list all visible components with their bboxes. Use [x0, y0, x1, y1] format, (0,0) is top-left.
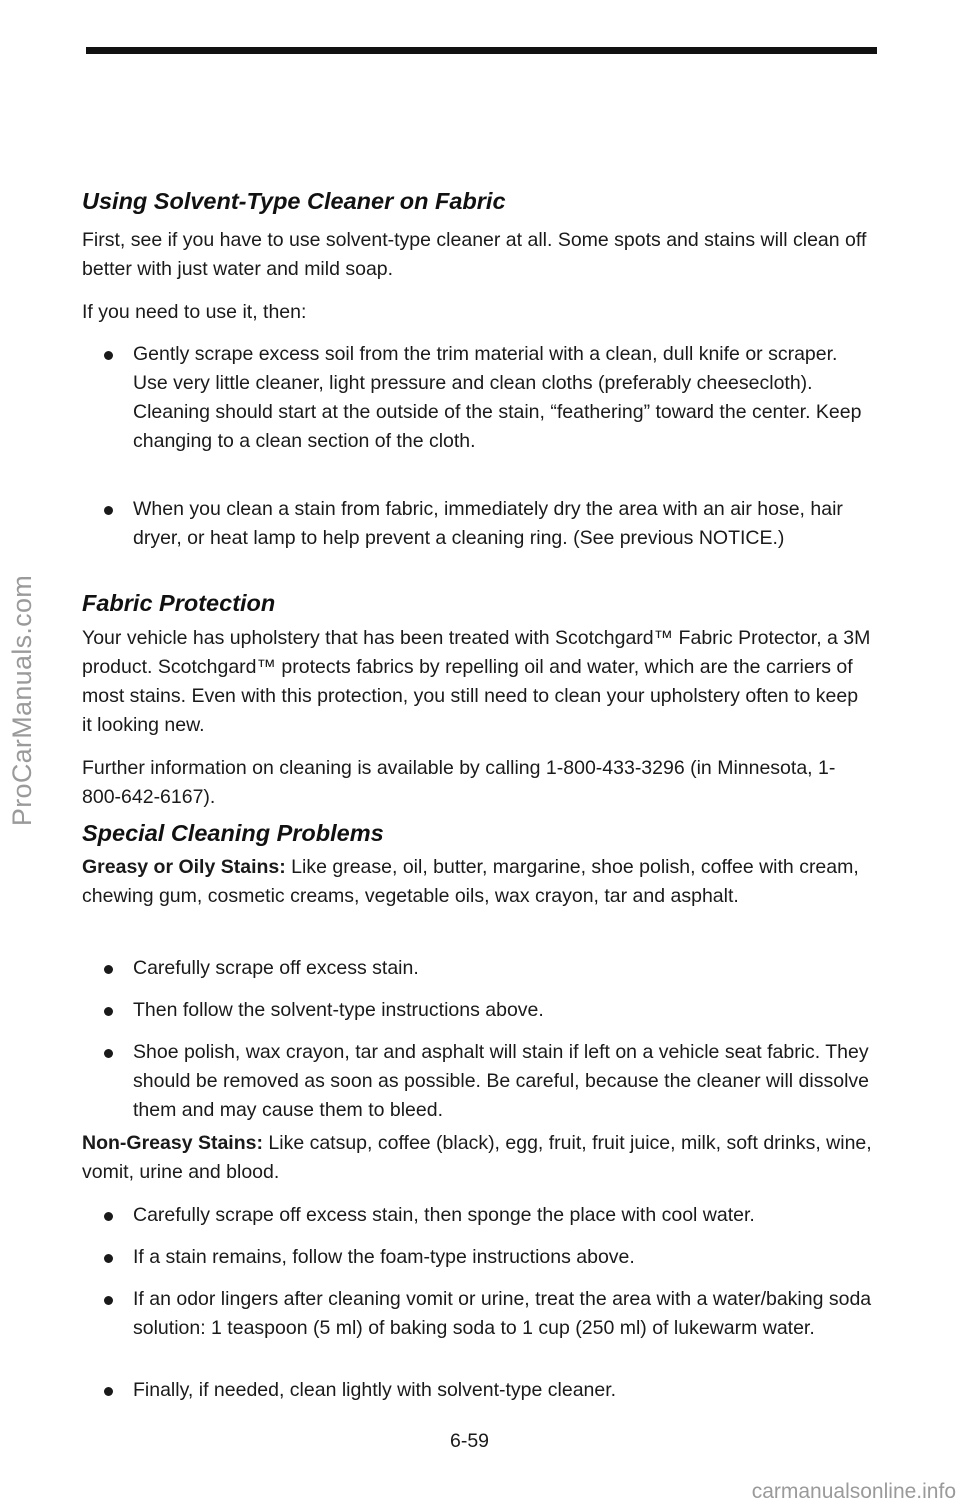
greasy-stains-text: Like grease, oil, butter, margarine, shoe polish, coffee with cream, chewing gum, cosmetic creams, vegetable oils, wax crayon, tar and asphalt. — [82, 856, 859, 907]
greasy-bullet-1: Carefully scrape off excess stain. — [133, 957, 419, 979]
bullet-dot-icon — [104, 1387, 113, 1396]
bullet-dot-icon — [104, 1212, 113, 1221]
bullet-dot-icon — [104, 1254, 113, 1263]
list-item — [133, 1376, 873, 1405]
list-item — [133, 1285, 873, 1343]
footer-watermark: carmanualsonline.info — [751, 1480, 956, 1503]
list-item — [133, 996, 873, 1025]
nongreasy-stains-para — [82, 1129, 872, 1187]
list-item — [133, 340, 873, 456]
bullet-dot-icon — [104, 1007, 113, 1016]
bullet-dot-icon — [104, 506, 113, 515]
bullet-dot-icon — [104, 1049, 113, 1058]
list-item — [133, 1243, 873, 1272]
special-section-title: Special Cleaning Problems — [82, 820, 384, 846]
solvent-bullet-1: Gently scrape excess soil from the trim material with a clean, dull knife or scraper. Use very little cleaner, light pressure and clean cloths (preferably cheesecloth). Cleaning should start at the outside of the stain, “feathering” toward the center. Keep changing to a clean section of the cloth. — [133, 343, 862, 452]
list-item — [133, 495, 873, 553]
side-watermark — [8, 380, 38, 1020]
nongreasy-bullet-4: Finally, if needed, clean lightly with solvent-type cleaner. — [133, 1379, 617, 1401]
page-number: 6-59 — [450, 1430, 490, 1452]
protection-para-2: Further information on cleaning is available by calling 1-800-433-3296 (in Minnesota, 1-800-642-6167). — [82, 757, 836, 808]
bullet-dot-icon — [104, 965, 113, 974]
solvent-section-title: Using Solvent-Type Cleaner on Fabric — [82, 188, 506, 214]
protection-para-1: Your vehicle has upholstery that has been treated with Scotchgard™ Fabric Protector, a 3M product. Scotchgard™ protects fabrics by repelling oil and water, which are the carriers of most stains. Even with this protection, you still need to clean your upholstery often to keep it looking new. — [82, 627, 871, 736]
greasy-bullet-2: Then follow the solvent-type instructions above. — [133, 999, 544, 1021]
solvent-bullet-2: When you clean a stain from fabric, immediately dry the area with an air hose, hair dryer, or heat lamp to help prevent a cleaning ring. (See previous NOTICE.) — [133, 498, 843, 549]
greasy-stains-label: Greasy or Oily Stains: — [82, 856, 286, 878]
list-item — [133, 1201, 873, 1230]
bullet-dot-icon — [104, 1296, 113, 1305]
greasy-stains-para — [82, 853, 872, 911]
nongreasy-stains-text: Like catsup, coffee (black), egg, fruit, fruit juice, milk, soft drinks, wine, vomit, urine and blood. — [82, 1132, 872, 1183]
bullet-dot-icon — [104, 351, 113, 360]
nongreasy-bullet-1: Carefully scrape off excess stain, then sponge the place with cool water. — [133, 1204, 755, 1226]
top-rule — [86, 47, 877, 54]
solvent-intro: First, see if you have to use solvent-type cleaner at all. Some spots and stains will clean off better with just water and mild soap. — [82, 229, 867, 280]
nongreasy-bullet-3: If an odor lingers after cleaning vomit or urine, treat the area with a water/baking soda solution: 1 teaspoon (5 ml) of baking soda to 1 cup (250 ml) of lukewarm water. — [133, 1288, 872, 1339]
protection-section-title: Fabric Protection — [82, 590, 276, 616]
solvent-lead: If you need to use it, then: — [82, 301, 307, 323]
nongreasy-stains-label: Non-Greasy Stains: — [82, 1132, 263, 1154]
list-item — [133, 954, 873, 983]
list-item — [133, 1038, 873, 1125]
nongreasy-bullet-2: If a stain remains, follow the foam-type instructions above. — [133, 1246, 635, 1268]
greasy-bullet-3: Shoe polish, wax crayon, tar and asphalt will stain if left on a vehicle seat fabric. They should be removed as soon as possible. Be careful, because the cleaner will dissolve them and may cause them to bleed. — [133, 1041, 870, 1121]
side-watermark-text: ProCarManuals.com — [7, 574, 38, 826]
